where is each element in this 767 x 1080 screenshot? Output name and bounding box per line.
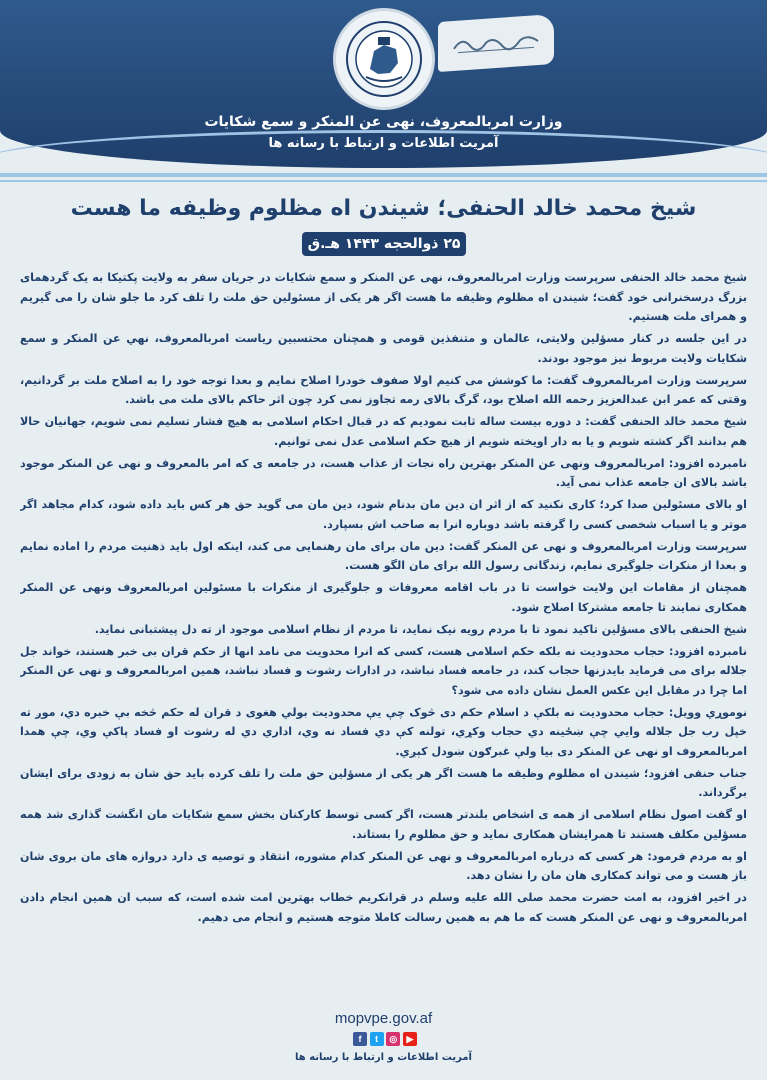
divider-stripe-thin (0, 180, 767, 182)
twitter-icon[interactable]: t (370, 1032, 384, 1046)
office-name: آمریت اطلاعات و ارتباط با رسانه ها (268, 136, 499, 151)
instagram-icon[interactable]: ◎ (386, 1032, 400, 1046)
paragraph: سرپرست وزارت امربالمعروف و نهی عن المنکر گفت: دین مان برای مان رهنمایی می کند، اینکه اول باید ذهنیت مردم را اماده نمایم و بعدا از منکرات جلوگیری نمایم، زندگانی رسول الله برای مان الگو هست. (20, 539, 747, 572)
youtube-icon[interactable]: ▶ (403, 1032, 417, 1046)
ministry-emblem-icon (333, 8, 435, 110)
paragraph: او بالای مسئولین صدا کرد؛ کاری نکنید که از اثر ان دین مان بدنام شود، دین مان می گوید حق هر کس باید داده شود، کدام مجاهد اگر موتر و یا اسباب شخصی کسی را گرفته باشد دوباره انرا به صاحب اش بسپارد. (20, 498, 747, 531)
social-links (353, 1032, 417, 1046)
flag-icon (438, 14, 554, 72)
paragraph: نوموړي وويل: حجاب محدوديت نه بلکې د اسلام حکم دی څوک چې يې محدوديت بولي هغوی د قران له حکم څخه بې خبره دي، موږ ته خپل رب جل جلاله وايي چې ښځينه دي حجاب وکړي، تولنه کې دي فساد نه وي، اداري دي له رشوت او فساد پاکې وي، چې همدا امربالمعروف او نهی عن المنکر دی بیا ولې غبرګون ښودل کېږي. (20, 705, 747, 758)
paragraph: نامبرده افزود: امربالمعروف ونهی عن المنکر بهترین راه نجات از عذاب هست، در جامعه ی که امر بالمعروف و نهی عن المنکر موجود باشد بالای ان جامعه عذاب نمی آید. (20, 456, 747, 489)
website-link[interactable]: mopvpe.gov.af (334, 1010, 433, 1027)
paragraph: جناب حنفی افزود؛ شیندن اه مظلوم وظیفه ما هست اگر هر یکی از مسؤلین حق ملت را تلف کرده باید حق شان به زودی برای ایشان برگرداند. (20, 766, 747, 799)
paragraph: در اخیر افزود، به امت حضرت محمد صلی الله علیه وسلم در قرانکریم خطاب بهترین امت شده است، که سبب ان همین انجام دادن امربالمعروف و نهی عن المنکر هست که ما هم به همین رسالت کاملا متوجه هستیم و انجام می دهیم. (20, 891, 747, 924)
paragraph: سرپرست وزارت امربالمعروف گفت: ما کوشش می کنیم اولا صفوف خودرا اصلاح نمایم و بعدا توجه خود را به اصلاح ملت بر گردانیم، وقتی که عمر ابن عبدالعزیز رحمه الله اصلاح بود، گرگ بالای رمه تجاوز نمی کرد چون اثر حاکم بالای ملت می باشد. (20, 373, 747, 406)
facebook-icon[interactable]: f (353, 1032, 367, 1046)
article-body (20, 268, 747, 1008)
divider-stripe (0, 173, 767, 177)
footer-office-name: آمریت اطلاعات و ارتباط با رسانه ها (295, 1052, 472, 1063)
paragraph: شیخ محمد خالد الحنفی گفت: د دوره بیست ساله ثابت نمودیم که در قبال احکام اسلامی به هیچ فشار تسلیم نمی شویم، جهانیان حالا هم بدانند اگر کشته شویم و یا به دار اویخته شویم از هیچ حکم اسلامی عدل نمی توانیم. (20, 415, 747, 448)
paragraph: نامبرده افزود: حجاب محدودیت نه بلکه حکم اسلامی هست، کسی که انرا محدویت می نامد انها از حکم قران بی خبر هستند، خواند جل جلاله برای می فرماید بایدزنها حجاب کند، در جامعه فساد نباشد، در ادارات رشوت و فساد نباشد، همین امربالمعروف و نهی عن المنکر اما چرا در مقابل این عکس العمل نشان داده می شود؟ (20, 644, 747, 697)
ministry-name: وزارت امربالمعروف، نهی عن المنکر و سمع شکایات (204, 114, 563, 130)
article-title: شیخ محمد خالد الحنفی؛ شیندن اه مظلوم وظیفه ما هست (70, 196, 697, 221)
date-badge: ۲۵ ذوالحجه ۱۴۴۳ هـ.ق (302, 232, 466, 256)
paragraph: همچنان از مقامات این ولایت خواست تا در باب اقامه معروفات و جلوگیری از منکرات با مسئولین امربالمعروف ونهی عن المنکر همکاری نمایند تا جامعه مشترکا اصلاح شود. (20, 581, 747, 614)
paragraph: در این جلسه در کنار مسؤلین ولایتی، عالمان و متنفذین قومی و همچنان محتسبین ریاست امربالمعروف، نهي عن المنکر و سمع شکایات ولایت مربوط نیز موجود بودند. (20, 332, 747, 365)
paragraph: او گفت اصول نظام اسلامی از همه ی اشخاص بلندتر هست، اگر کسی توسط کارکنان بخش سمع شکایات مان انگشت گذاری شد همه مسؤلین مکلف هستند تا همرایشان همکاری نماید و حق مظلوم را بستاند. (20, 808, 747, 841)
paragraph: شیخ الحنفی بالای مسؤلین تاکید نمود تا با مردم رویه نیک نماید، تا مردم از نظام اسلامی موجود از ته دل پیشتبانی نماید. (94, 622, 747, 636)
paragraph: شیخ محمد خالد الحنفی سرپرست وزارت امربالمعروف، نهی عن المنکر و سمع شکایات در جریان سفر به ولایت پکتیکا به یک گردهمای بزرگ درسخنرانی خود گفت؛ شیندن اه مظلوم وظیفه ما هست اگر هر یکی از مسئولین حق ملت را تلف کرد ما جلو شان را می گیریم و همرای ملت هستیم. (20, 271, 747, 323)
paragraph: او به مردم فرمود: هر کسی که درباره امربالمعروف و نهی عن المنکر کدام مشوره، انتقاد و توصیه ی دارد دروازه های مان بروی شان باز هست و می تواند کمکاری هان مان را نشان دهد. (20, 849, 747, 882)
